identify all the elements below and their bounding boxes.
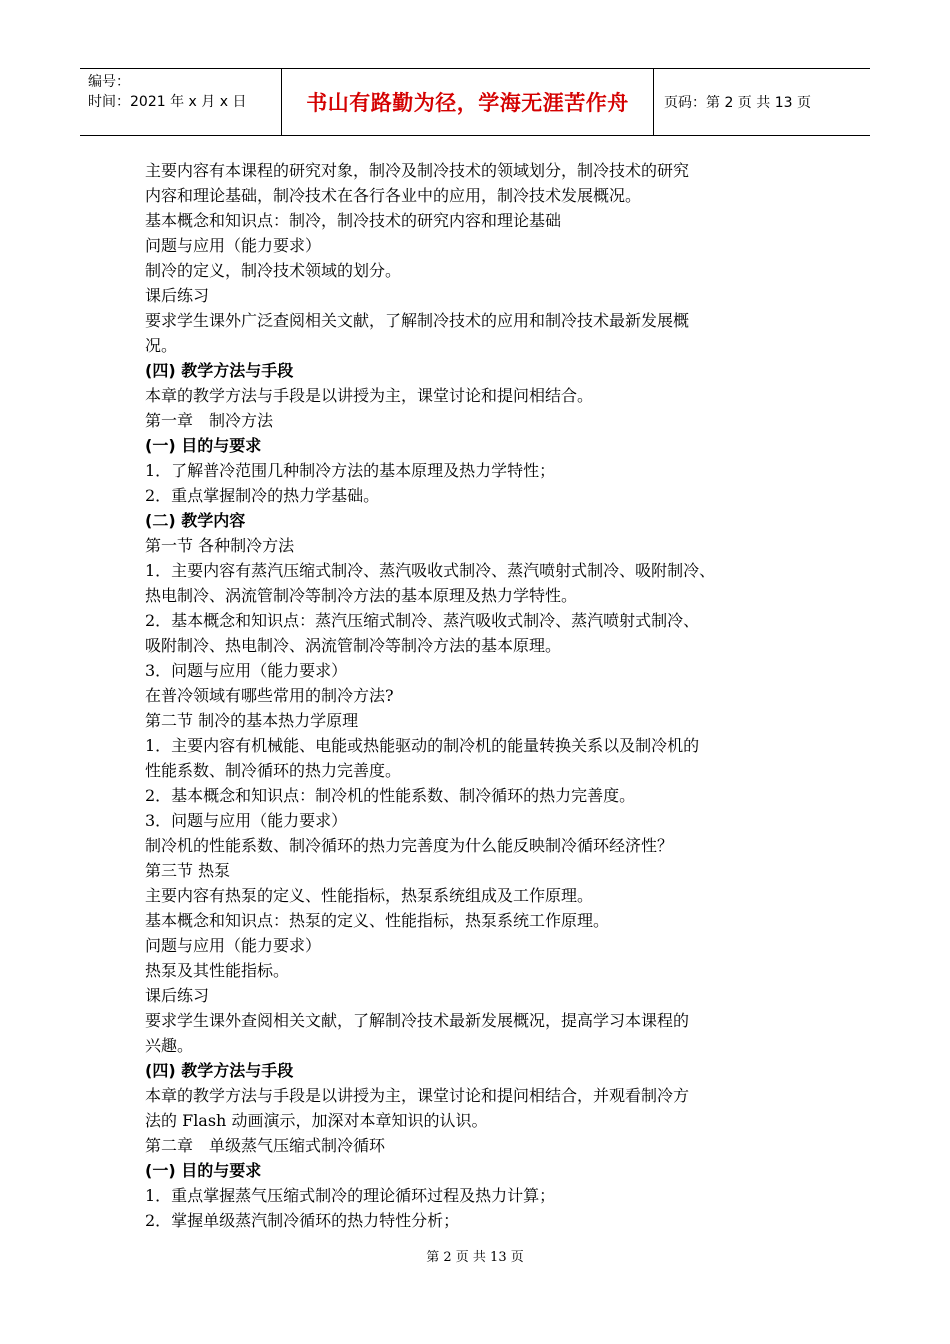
text-line: 兴趣。	[145, 1036, 194, 1055]
section-heading: (四) 教学方法与手段	[145, 361, 294, 380]
text-line: 第三节 热泵	[145, 861, 231, 880]
text-line: 在普冷领域有哪些常用的制冷方法?	[145, 686, 394, 705]
text-line: 1．主要内容有机械能、电能或热能驱动的制冷机的能量转换关系以及制冷机的	[145, 736, 700, 755]
serial-label: 编号：	[88, 74, 130, 90]
text-line: 第一节 各种制冷方法	[145, 536, 295, 555]
text-line: 本章的教学方法与手段是以讲授为主，课堂讨论和提问相结合，并观看制冷方	[145, 1086, 690, 1105]
text-line: 基本概念和知识点：热泵的定义、性能指标，热泵系统工作原理。	[145, 911, 610, 930]
header-meta	[80, 69, 282, 135]
section-heading: (四) 教学方法与手段	[145, 1061, 294, 1080]
text-line: 主要内容有本课程的研究对象，制冷及制冷技术的领域划分，制冷技术的研究	[145, 161, 690, 180]
text-line: 问题与应用（能力要求）	[145, 936, 322, 955]
text-line: 况。	[145, 336, 178, 355]
page-footer: 第 2 页 共 13 页	[426, 1250, 524, 1265]
text-line: 1．了解普冷范围几种制冷方法的基本原理及热力学特性；	[145, 461, 556, 480]
text-line: 第二章 单级蒸气压缩式制冷循环	[145, 1136, 386, 1155]
header-motto: 书山有路勤为径，学海无涯苦作舟	[282, 69, 654, 135]
section-heading: (一) 目的与要求	[145, 1161, 262, 1180]
section-heading: (一) 目的与要求	[145, 436, 262, 455]
text-line: 问题与应用（能力要求）	[145, 236, 322, 255]
text-line: 热电制冷、涡流管制冷等制冷方法的基本原理及热力学特性。	[145, 586, 578, 605]
text-line: 本章的教学方法与手段是以讲授为主，课堂讨论和提问相结合。	[145, 386, 594, 405]
text-line: 课后练习	[145, 986, 210, 1005]
text-line: 1．重点掌握蒸气压缩式制冷的理论循环过程及热力计算；	[145, 1186, 556, 1205]
text-line: 2．基本概念和知识点：蒸汽压缩式制冷、蒸汽吸收式制冷、蒸汽喷射式制冷、	[145, 611, 700, 630]
text-line: 主要内容有热泵的定义、性能指标，热泵系统组成及工作原理。	[145, 886, 594, 905]
text-line: 吸附制冷、热电制冷、涡流管制冷等制冷方法的基本原理。	[145, 636, 562, 655]
text-line: 热泵及其性能指标。	[145, 961, 290, 980]
text-line: 性能系数、制冷循环的热力完善度。	[145, 761, 402, 780]
text-line: 2．掌握单级蒸汽制冷循环的热力特性分析；	[145, 1211, 460, 1230]
text-line: 3．问题与应用（能力要求）	[145, 661, 348, 680]
text-line: 要求学生课外广泛查阅相关文献，了解制冷技术的应用和制冷技术最新发展概	[145, 311, 690, 330]
text-line: 课后练习	[145, 286, 210, 305]
text-line: 1．主要内容有蒸汽压缩式制冷、蒸汽吸收式制冷、蒸汽喷射式制冷、吸附制冷、	[145, 561, 716, 580]
text-line: 要求学生课外查阅相关文献，了解制冷技术最新发展概况，提高学习本课程的	[145, 1011, 690, 1030]
text-line: 2．基本概念和知识点：制冷机的性能系数、制冷循环的热力完善度。	[145, 786, 636, 805]
section-heading: (二) 教学内容	[145, 511, 246, 530]
time-label: 时间：2021 年 x 月 x 日	[88, 94, 247, 110]
text-line: 基本概念和知识点：制冷，制冷技术的研究内容和理论基础	[145, 211, 562, 230]
page-header	[80, 68, 870, 136]
text-line: 3．问题与应用（能力要求）	[145, 811, 348, 830]
text-line: 第二节 制冷的基本热力学原理	[145, 711, 359, 730]
text-line: 制冷机的性能系数、制冷循环的热力完善度为什么能反映制冷循环经济性？	[145, 836, 674, 855]
text-line: 2．重点掌握制冷的热力学基础。	[145, 486, 380, 505]
header-page-info: 页码：第 2 页 共 13 页	[664, 95, 811, 111]
text-line: 内容和理论基础，制冷技术在各行各业中的应用，制冷技术发展概况。	[145, 186, 642, 205]
text-line: 法的 Flash 动画演示，加深对本章知识的认识。	[145, 1111, 488, 1130]
document-body	[145, 158, 815, 1233]
text-line: 制冷的定义，制冷技术领域的划分。	[145, 261, 402, 280]
text-line: 第一章 制冷方法	[145, 411, 274, 430]
